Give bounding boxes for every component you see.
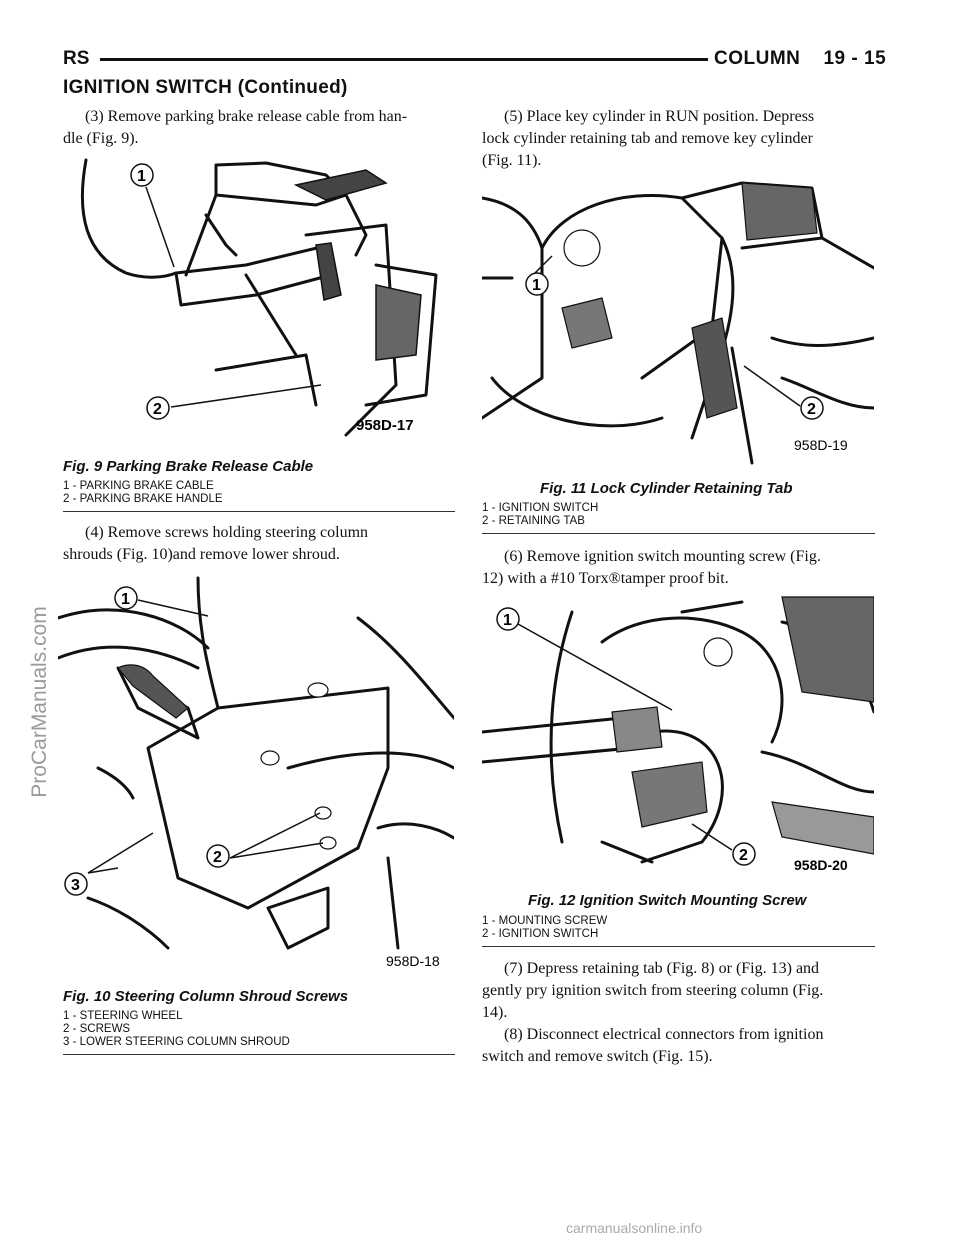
- fig11-legend-item-1: 1 - IGNITION SWITCH: [482, 502, 599, 514]
- fig9-legend-item-1: 1 - PARKING BRAKE CABLE: [63, 480, 214, 492]
- step-7-line-1: (7) Depress retaining tab (Fig. 8) or (Fig. 13) and: [504, 960, 820, 977]
- step-5-line-2: lock cylinder retaining tab and remove key cylinder: [482, 130, 813, 147]
- fig10-callout-2: 2: [213, 849, 222, 866]
- step-4: [63, 522, 455, 566]
- step-3-line-2: dle (Fig. 9).: [63, 130, 139, 147]
- fig9-legend: [63, 480, 223, 506]
- footer-watermark: carmanualsonline.info: [566, 1220, 703, 1236]
- step-6-line-1: (6) Remove ignition switch mounting screw (Fig.: [504, 548, 821, 565]
- fig12-callout-2: 2: [739, 847, 748, 864]
- step-8-line-2: switch and remove switch (Fig. 15).: [482, 1048, 713, 1065]
- step-8-line-1: (8) Disconnect electrical connectors from ignition: [504, 1026, 824, 1043]
- fig12-rule: [482, 946, 875, 947]
- fig12-title: Fig. 12 Ignition Switch Mounting Screw: [528, 892, 807, 909]
- fig9-callout-1: 1: [137, 168, 146, 185]
- fig11-legend: [482, 502, 598, 528]
- step-6-line-2: 12) with a #10 Torx®tamper proof bit.: [482, 570, 729, 587]
- fig10-code: 958D-18: [386, 953, 440, 969]
- step-6: [482, 546, 875, 590]
- fig10-legend-item-1: 1 - STEERING WHEEL: [63, 1010, 183, 1022]
- fig12-legend-item-2: 2 - IGNITION SWITCH: [482, 928, 599, 940]
- fig11-legend-item-2: 2 - RETAINING TAB: [482, 515, 585, 527]
- fig12-legend: [482, 915, 607, 941]
- step-5-line-1: (5) Place key cylinder in RUN position. Depress: [504, 108, 815, 125]
- fig11-callout-2: 2: [807, 401, 816, 418]
- fig10-title: Fig. 10 Steering Column Shroud Screws: [63, 988, 349, 1005]
- fig11-title: Fig. 11 Lock Cylinder Retaining Tab: [540, 480, 793, 497]
- section-title: IGNITION SWITCH (Continued): [63, 77, 348, 98]
- step-4-line-1: (4) Remove screws holding steering column: [85, 524, 369, 541]
- fig9-rule: [63, 511, 455, 512]
- fig11-illustration: [482, 178, 874, 468]
- step-3-line-1: (3) Remove parking brake release cable from han-: [85, 108, 408, 125]
- fig10-callout-3: 3: [71, 877, 80, 894]
- fig11-rule: [482, 533, 875, 534]
- fig9-callout-2: 2: [153, 401, 162, 418]
- step-7: [482, 958, 875, 1024]
- fig10-rule: [63, 1054, 455, 1055]
- side-watermark: ProCarManuals.com: [28, 606, 51, 798]
- step-3: [63, 106, 455, 150]
- fig11-callout-1: 1: [532, 277, 541, 294]
- step-5-line-3: (Fig. 11).: [482, 152, 542, 169]
- fig10-illustration: [58, 568, 454, 978]
- fig12-illustration: [482, 592, 874, 882]
- fig10-legend-item-2: 2 - SCREWS: [63, 1023, 131, 1035]
- fig10-legend: [63, 1010, 290, 1049]
- step-8: [482, 1024, 875, 1068]
- fig9-illustration: [66, 155, 454, 445]
- step-4-line-2: shrouds (Fig. 10)and remove lower shroud.: [63, 546, 340, 563]
- chapter-page: COLUMN 19 - 15: [714, 48, 887, 69]
- fig9-code: 958D-17: [356, 417, 414, 434]
- fig10-callout-1: 1: [121, 591, 130, 608]
- fig11-code: 958D-19: [794, 437, 848, 453]
- fig9-legend-item-2: 2 - PARKING BRAKE HANDLE: [63, 493, 223, 505]
- step-5: [482, 106, 874, 172]
- fig10-legend-item-3: 3 - LOWER STEERING COLUMN SHROUD: [63, 1036, 290, 1048]
- fig12-legend-item-1: 1 - MOUNTING SCREW: [482, 915, 608, 927]
- fig9-title: Fig. 9 Parking Brake Release Cable: [63, 458, 314, 475]
- fig12-callout-1: 1: [503, 612, 512, 629]
- step-7-line-2: gently pry ignition switch from steering column (Fig.: [482, 982, 824, 999]
- step-7-line-3: 14).: [482, 1004, 508, 1021]
- section-code: RS: [63, 48, 90, 69]
- header-rule: [100, 58, 708, 61]
- fig12-code: 958D-20: [794, 857, 848, 873]
